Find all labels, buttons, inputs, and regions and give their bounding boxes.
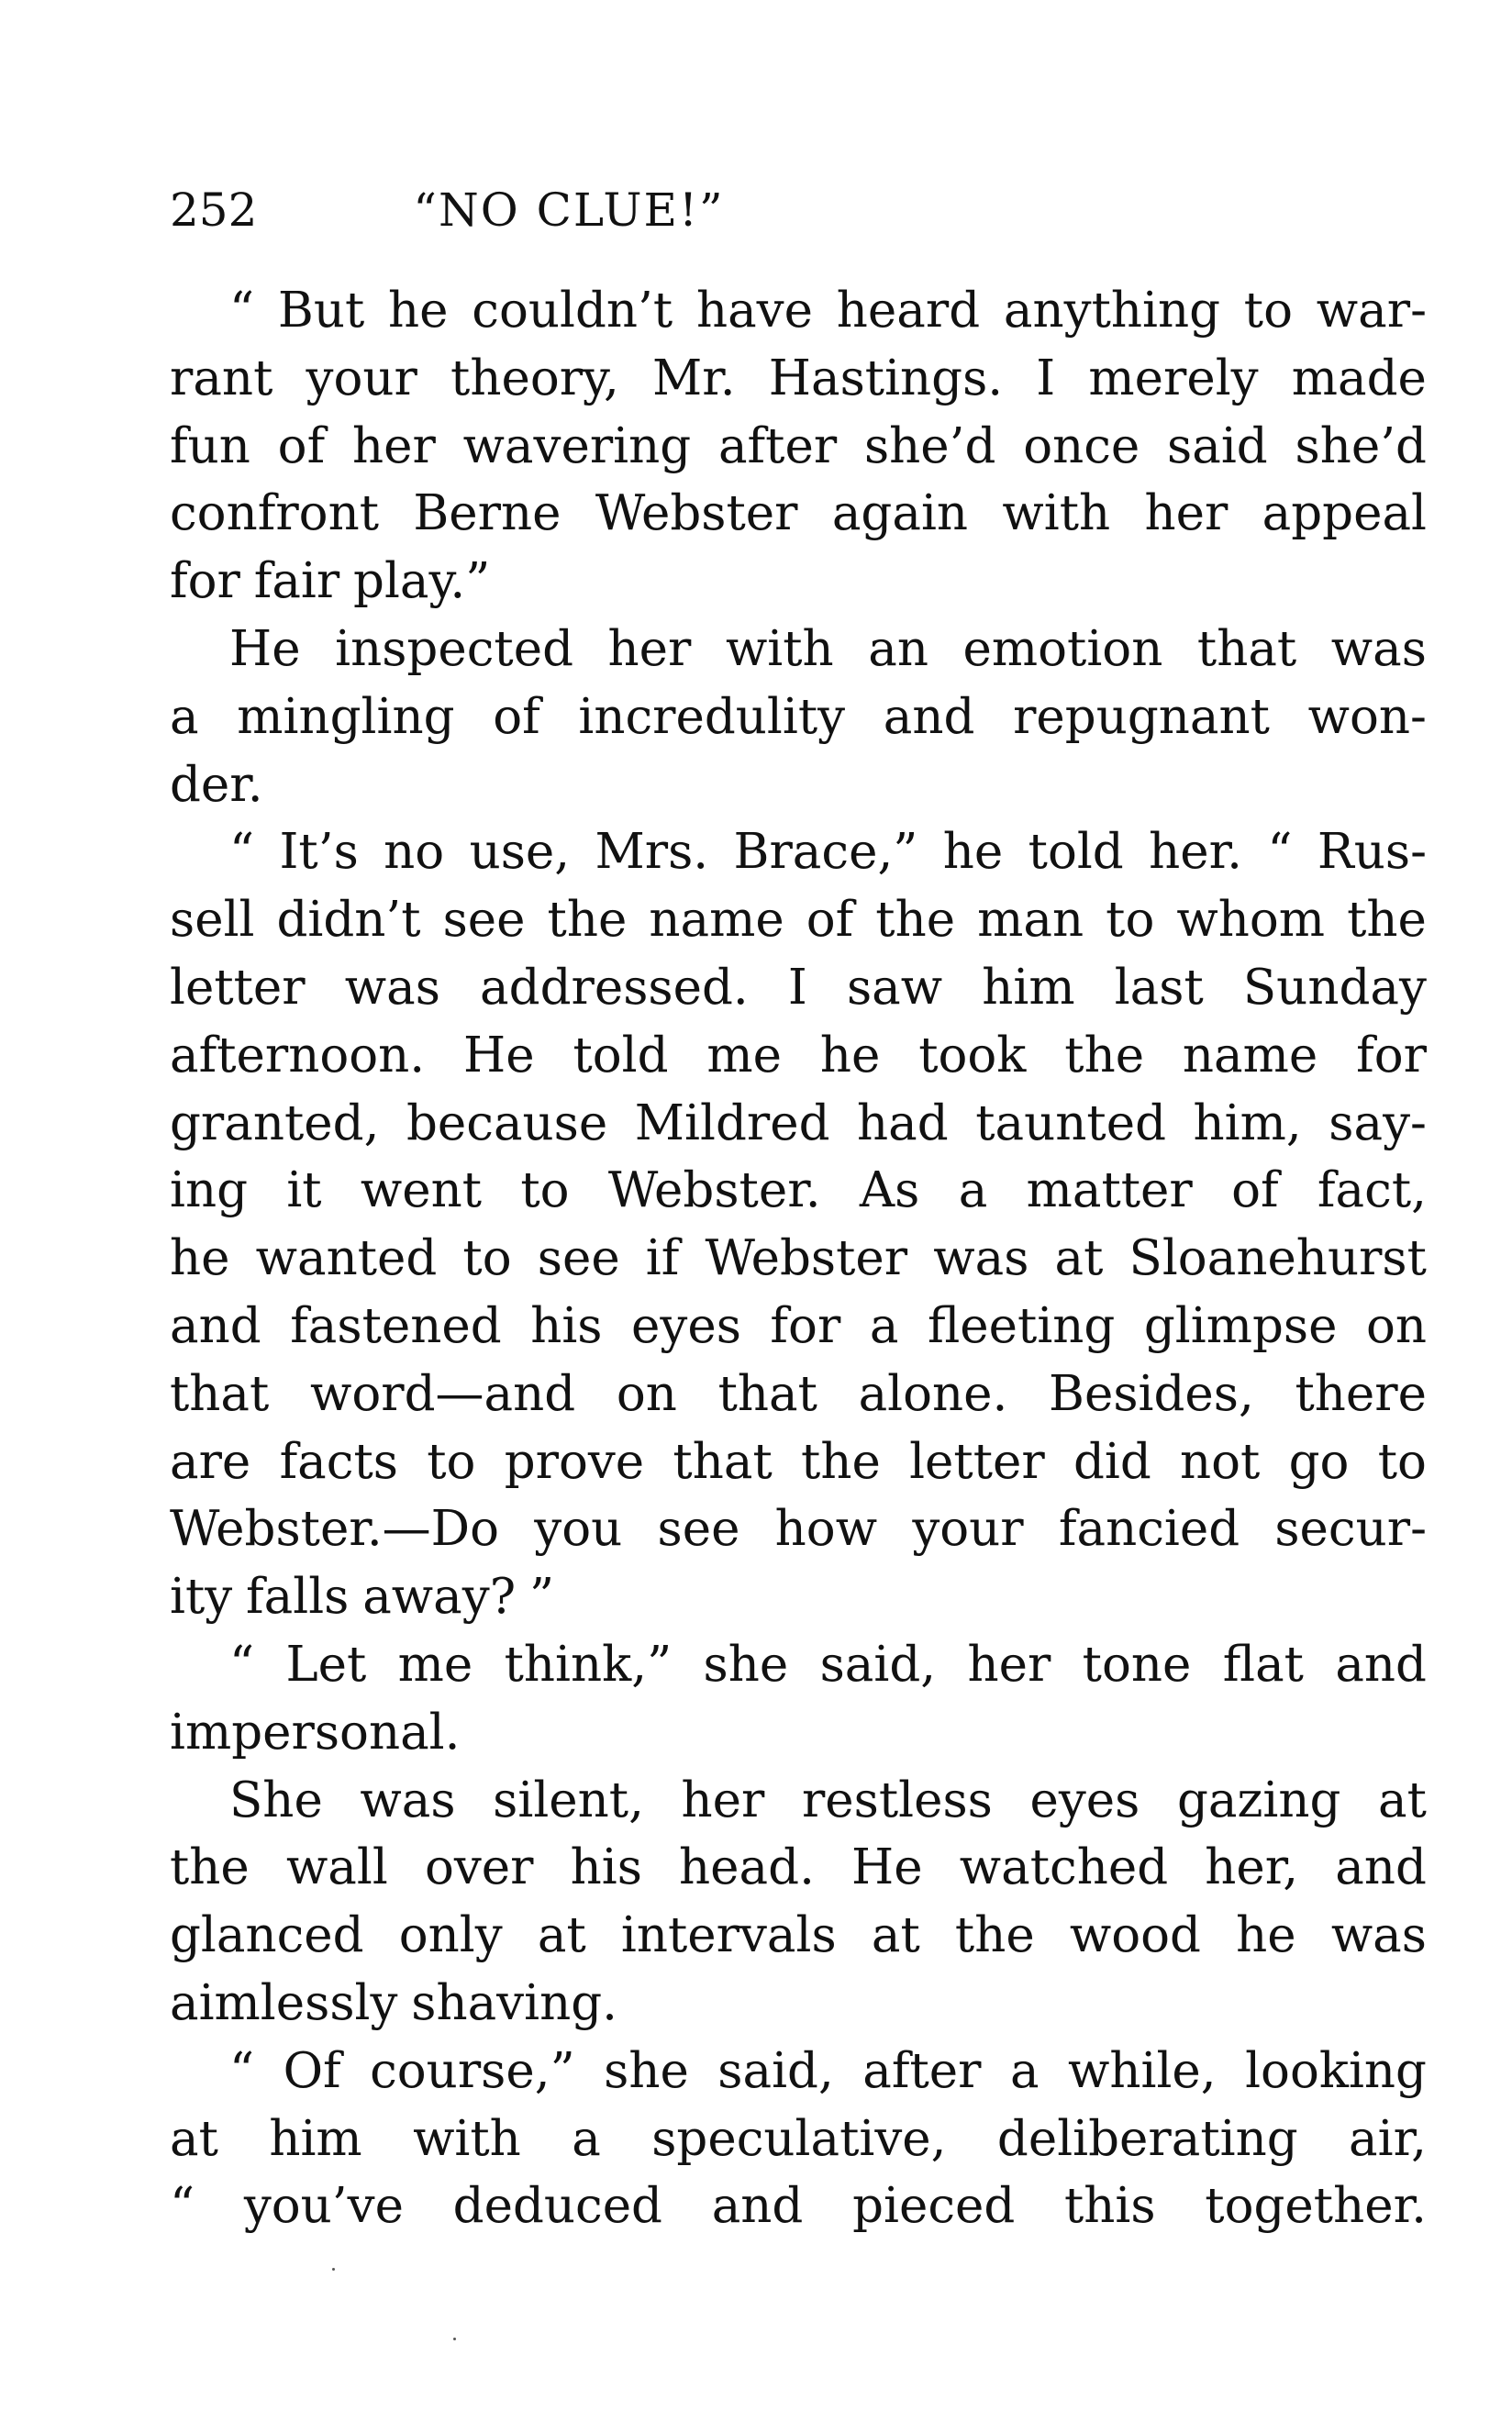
text-line: for fair play.” — [170, 553, 491, 610]
text-line: at him with a speculative, deliberating air, — [170, 2110, 1427, 2167]
text-line: ing it went to Webster. As a matter of fact, — [170, 1162, 1427, 1219]
text-line: afternoon. He told me he took the name for — [170, 1027, 1427, 1083]
text-line: Webster.—Do you see how your fancied secur- — [170, 1501, 1427, 1558]
text-line: he wanted to see if Webster was at Sloanehurst — [170, 1230, 1427, 1287]
text-line: der. — [170, 756, 263, 813]
text-line: She was silent, her restless eyes gazing at — [229, 1772, 1427, 1828]
text-line: ity falls away? ” — [170, 1569, 555, 1626]
text-line: the wall over his head. He watched her, and — [170, 1839, 1427, 1896]
text-line: rant your theory, Mr. Hastings. I merely made — [170, 350, 1427, 406]
text-line: are facts to prove that the letter did not go to — [170, 1433, 1427, 1490]
text-line: that word—and on that alone. Besides, there — [170, 1365, 1427, 1422]
text-line: a mingling of incredulity and repugnant won- — [170, 688, 1427, 745]
text-line: “ It’s no use, Mrs. Brace,” he told her. “ Rus- — [229, 824, 1427, 881]
text-line: granted, because Mildred had taunted him, say- — [170, 1094, 1427, 1151]
book-page — [170, 183, 1427, 2240]
text-line: He inspected her with an emotion that was — [229, 620, 1427, 677]
text-line: letter was addressed. I saw him last Sunday — [170, 959, 1427, 1016]
print-speck — [332, 2268, 335, 2271]
page-number: 252 — [170, 183, 258, 237]
running-title: “NO CLUE!” — [413, 183, 725, 237]
text-line: “ But he couldn’t have heard anything to war- — [229, 283, 1427, 339]
text-line: impersonal. — [170, 1704, 461, 1761]
text-line: “ Of course,” she said, after a while, looking — [229, 2042, 1427, 2099]
text-line: fun of her wavering after she’d once said she’d — [170, 417, 1427, 474]
text-line: confront Berne Webster again with her appeal — [170, 485, 1427, 542]
running-head — [170, 183, 1427, 257]
body-text — [170, 277, 1427, 2240]
text-line: “ you’ve deduced and pieced this together. — [170, 2178, 1427, 2235]
text-line: “ Let me think,” she said, her tone flat and — [229, 1636, 1427, 1693]
print-speck — [453, 2338, 456, 2340]
text-line: aimlessly shaving. — [170, 1974, 617, 2031]
text-line: and fastened his eyes for a fleeting glimpse on — [170, 1297, 1427, 1354]
text-line: sell didn’t see the name of the man to whom the — [170, 892, 1427, 949]
text-line: glanced only at intervals at the wood he was — [170, 1907, 1427, 1964]
